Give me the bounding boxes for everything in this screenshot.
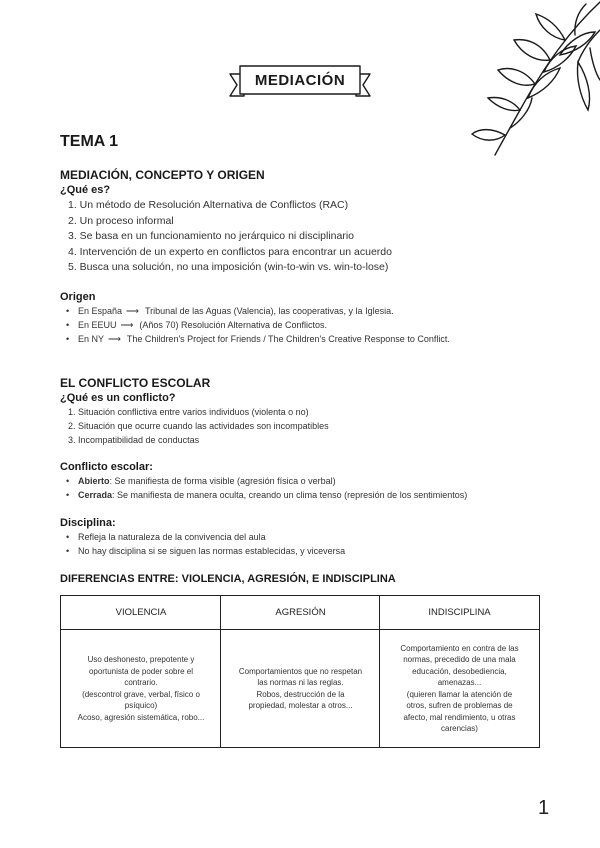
list-item: • En España ⟶ Tribunal de las Aguas (Valencia), las cooperativas, y la Iglesia. (66, 306, 394, 316)
bullet-icon: • (66, 490, 70, 500)
page-number: 1 (538, 797, 550, 819)
bullet-icon: • (66, 306, 70, 316)
table-header: INDISCIPLINA (380, 596, 539, 630)
table-cell: Comportamiento en contra de las normas, precedido de una mala educación, desobediencia, amenazas... (quieren llamar la atención de otros, sufren de problemas de afecto, mal rendimiento, u otras carencias) (400, 643, 519, 733)
list-item: • Cerrada: Se manifiesta de manera oculta, creando un clima tenso (represión de los sentimientos) (66, 490, 468, 500)
bullet-icon: • (66, 334, 70, 344)
diferencias-table (60, 595, 540, 748)
list-item: 5. Busca una solución, no una imposición (win-to-win vs. win-to-lose) (68, 261, 389, 273)
list-item: • No hay disciplina si se siguen las normas establecidas, y viceversa (66, 546, 346, 556)
list-item: • En EEUU ⟶ (Años 70) Resolución Alternativa de Conflictos. (66, 320, 328, 330)
table-cell: Comportamientos que no respetan las normas ni las reglas. Robos, destrucción de la propiedad, molestar a otros... (238, 666, 363, 710)
diferencias-title: DIFERENCIAS ENTRE: VIOLENCIA, AGRESIÓN, E INDISCIPLINA (60, 573, 396, 585)
list-item: 1. Situación conflictiva entre varios individuos (violenta o no) (68, 407, 309, 417)
list-item: 1. Un método de Resolución Alternativa de Conflictos (RAC) (68, 199, 349, 211)
list-item: • Refleja la naturaleza de la convivencia del aula (66, 532, 266, 542)
list-item: 3. Se basa en un funcionamiento no jerárquico ni disciplinario (68, 230, 355, 242)
bullet-icon: • (66, 476, 70, 486)
que-es-conflicto-question: ¿Qué es un conflicto? (60, 392, 176, 404)
arrow-right-icon: ⟶ (120, 320, 134, 330)
bullet-icon: • (66, 320, 70, 330)
list-item: 4. Intervención de un experto en conflictos para encontrar un acuerdo (68, 245, 392, 258)
bullet-icon: • (66, 546, 70, 556)
conflicto-escolar-list (64, 474, 467, 502)
disciplina-list (64, 530, 345, 558)
list-item: 2. Situación que ocurre cuando las actividades son incompatibles (68, 421, 329, 431)
leaf-branch-icon (450, 0, 600, 160)
list-item: 2. Un proceso informal (68, 214, 174, 227)
disciplina-title: Disciplina: (60, 517, 116, 529)
origen-list (64, 304, 450, 346)
section-conflicto-title: EL CONFLICTO ESCOLAR (60, 376, 211, 390)
bullet-icon: • (66, 532, 70, 542)
arrow-right-icon: ⟶ (108, 334, 121, 344)
que-es-question: ¿Qué es? (60, 184, 111, 196)
section-mediacion-title: MEDIACIÓN, CONCEPTO Y ORIGEN (60, 168, 265, 182)
conflicto-escolar-title: Conflicto escolar: (60, 461, 153, 473)
conflicto-list (68, 405, 329, 447)
table-header: AGRESIÓN (221, 596, 380, 630)
mediacion-list (68, 198, 392, 276)
table-cell: Uso deshonesto, prepotente y oportunista de poder sobre el contrario. (descontrol grave, verbal, físico o psíquico) Acoso, agresión sistemática, robo... (77, 655, 205, 722)
list-item: • Abierto: Se manifiesta de forma visible (agresión física o verbal) (66, 476, 336, 486)
list-item: 3. Incompatibilidad de conductas (68, 435, 200, 445)
tema-heading: TEMA 1 (60, 133, 119, 150)
page-title: MEDIACIÓN (254, 72, 346, 89)
table-header: VIOLENCIA (61, 596, 221, 630)
list-item: • En NY ⟶ The Children's Project for Friends / The Children's Creative Response to Conflict. (66, 334, 450, 344)
origen-title: Origen (60, 291, 96, 303)
arrow-right-icon: ⟶ (126, 306, 139, 316)
